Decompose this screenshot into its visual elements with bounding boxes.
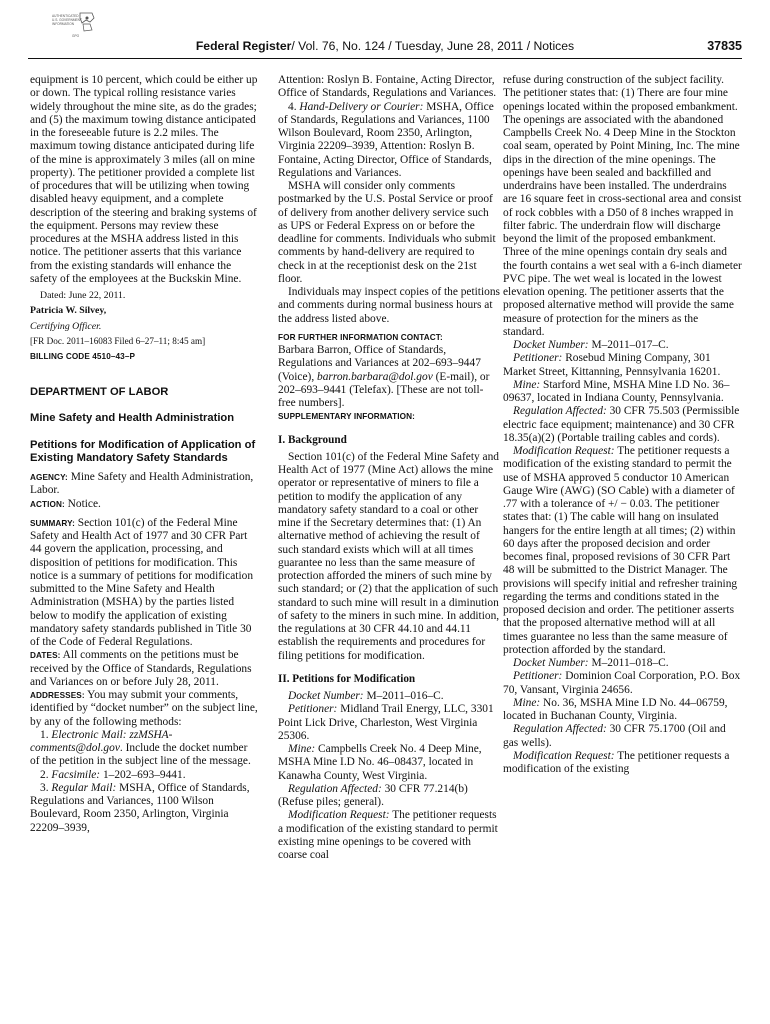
field-label: Regulation Affected: <box>513 723 607 736</box>
summary-label: SUMMARY: <box>30 518 75 528</box>
field-label: Docket Number: <box>288 690 364 702</box>
supplementary-label: SUPPLEMENTARY INFORMATION: <box>278 412 415 422</box>
docket-number <box>503 339 742 352</box>
column-1 <box>30 74 258 835</box>
petitioner <box>503 670 742 697</box>
action-label: ACTION: <box>30 499 65 509</box>
mine <box>503 379 742 406</box>
modification-request <box>278 809 500 862</box>
method-text: MSHA, Office of Standards, Regulations and Variances, 1100 Wilson Boulevard, Room 2350, Arlington, Virginia 22209–3939, Attention: Roslyn B. Fontaine, Acting Director, Office of Standards, Regulations and Variances. <box>278 100 494 179</box>
method-name: Facsimile: <box>51 768 101 781</box>
field-label: Mine: <box>288 743 316 755</box>
method-text: 1–202–693–9441. <box>100 768 186 781</box>
addresses-field <box>30 689 258 729</box>
method-number: 1. <box>40 728 52 741</box>
header-citation <box>28 39 742 53</box>
agency-field <box>30 471 258 498</box>
field-value: 30 CFR 77.214(b) (Refuse piles; general). <box>278 782 468 808</box>
field-label: Petitioner: <box>513 352 563 365</box>
section-heading: I. Background <box>278 433 347 446</box>
field-value: Campbells Creek No. 4 Deep Mine, MSHA Mine I.D No. 46–08437, located in Kanawha County, West Virginia. <box>278 743 482 782</box>
field-value: M–2011–017–C. <box>588 339 669 351</box>
field-value: Rosebud Mining Company, 301 Market Street, Kittanning, Pennsylvania 16201. <box>503 352 721 378</box>
method-text: . Include the docket number of the petition in the subject line of the message. <box>30 742 251 768</box>
addresses-label: ADDRESSES: <box>30 691 85 701</box>
paragraph: equipment is 10 percent, which could be either up or down. The typical rolling resistance varies widely throughout the mine site, as do the grades; and (5) the maximum towing distance anticipated in the foreseeable future is 2.2 miles. The maximum towing distance anticipated during life of the mine is approximately 3 miles (all on mine property). The petitioner provided a complete list of procedures that will be utilizing when towing disabled heavy equipment, and a complete description of the steering and braking systems of the equipment. Persons may review these procedures at the MSHA address listed in this notice. The petitioner asserts that this variance from the existing standards will enhance the safety of the employees at the Buckskin Mine. <box>30 74 258 285</box>
page-header <box>28 39 742 59</box>
field-value: 30 CFR 75.1700 (Oil and gas wells). <box>503 723 726 749</box>
mine <box>503 697 742 724</box>
agency-text: Mine Safety and Health Administration, Labor. <box>30 471 254 497</box>
method-name: Regular Mail: <box>51 781 117 794</box>
petitioner <box>278 703 500 743</box>
summary-field <box>30 517 258 650</box>
field-value: The petitioner requests a modification of the existing <box>503 749 730 775</box>
field-label: Regulation Affected: <box>513 405 607 418</box>
contact-text <box>278 344 500 410</box>
modification-request <box>503 750 742 777</box>
method-1 <box>30 729 258 769</box>
dated-line: Dated: June 22, 2011. <box>40 290 126 301</box>
seal-line-3: INFORMATION <box>52 22 75 26</box>
billing-code: BILLING CODE 4510–43–P <box>30 351 136 361</box>
fr-doc-line: [FR Doc. 2011–16083 Filed 6–27–11; 8:45 am] <box>30 335 206 346</box>
action-field <box>30 498 258 511</box>
field-value: 30 CFR 75.503 (Permissible electric face equipment; maintenance) and 30 CFR 18.35(a)(2) (Portable trailing cables and cords). <box>503 405 740 444</box>
field-value: The petitioner requests a modification of the existing standard to permit the use of MSHA approved 5 conductor 10 American Gauge Wire (AWG) (SO Cable) with a diameter of .77 with a tolerance of +/ − 0.03. The petitioner states that: (1) The cable will hang on insulated hangers for the entire length at all times; (2) within 60 days after the proposed decision and order becomes final, proposed revisions of 30 CFR Part 48 will be submitted to the District Manager. The provisions will specify initial and refresher training regarding the terms and conditions stated in the proposed decision and order. The petitioner asserts that the proposed alternative method will at all times guarantee no less than the same measure of protection afforded by the standard. <box>503 445 738 656</box>
contact-label: FOR FURTHER INFORMATION CONTACT: <box>278 332 443 342</box>
signer-title: Certifying Officer. <box>30 320 102 332</box>
field-value: Dominion Coal Corporation, P.O. Box 70, Vansant, Virginia 24656. <box>503 670 741 696</box>
column-3 <box>503 74 742 776</box>
signer-name: Patricia W. Silvey, <box>30 305 107 317</box>
field-value: M–2011–016–C. <box>363 690 444 702</box>
paragraph: MSHA will consider only comments postmarked by the U.S. Postal Service or proof of delivery from another delivery service such as UPS or Federal Express on or before the deadline for comments. Individuals who submit comments by hand-delivery are required to check in at the receptionist desk on the 21st floor. <box>278 180 496 285</box>
seal-line-4: GPO <box>72 34 80 38</box>
field-value: Midland Trail Energy, LLC, 3301 Point Lick Drive, Charleston, West Virginia 25306. <box>278 703 494 742</box>
method-text: MSHA, Office of Standards, Regulations and Variances, 1100 Wilson Boulevard, Room 2350, Arlington, Virginia 22209–3939, <box>30 781 250 834</box>
method-2 <box>30 769 258 782</box>
column-2 <box>278 74 500 862</box>
petitioner <box>503 352 742 379</box>
paragraph: Attention: Roslyn B. Fontaine, Acting Director, Office of Standards, Regulations and Variances. <box>278 74 497 100</box>
department-heading: DEPARTMENT OF LABOR <box>30 386 169 398</box>
field-label: Modification Request: <box>513 445 615 457</box>
field-value: M–2011–018–C. <box>588 657 669 669</box>
docket-number <box>278 690 500 703</box>
paragraph: Section 101(c) of the Federal Mine Safety and Health Act of 1977 (Mine Act) allows the mine operator or representative of miners to file a petition to modify the application of any mandatory safety standard to a coal or other mine if the Secretary determines that: (1) An alternative method of achieving the result of such standard exists which will at all times guarantee no less than the same measure of protection afforded the miners of such mine by such standard; or (2) that the application of such standard to such mine will result in a diminution of safety to the miners in such mine. In addition, the regulations at 30 CFR 44.10 and 44.11 establish the requirements and procedures for filing petitions for modification. <box>278 450 500 662</box>
method-name: Electronic Mail: zzMSHA-comments@dol.gov <box>30 728 173 755</box>
contact-email: barron.barbara@dol.gov <box>317 370 433 383</box>
action-text: Notice. <box>64 497 101 510</box>
mine <box>278 743 500 783</box>
addresses-text: You may submit your comments, identified by “docket number” on the subject line, by any of the following methods: <box>30 689 258 728</box>
paragraph: refuse during construction of the subject facility. The petitioner states that: (1) There are four mine openings located within the proposed embankment. The openings are associated with the abandoned Campbells Creek No. 4 Deep Mine in the Stockton coal seam, operated by Point Mining, Inc. The mine dips in the direction of the mine openings. The openings have been sealed and backfilled and underdrains have been installed. The underdrains are 16 square feet in cross-sectional area and consist of rock cobbles with a D50 of 8 inches wrapped in filter fabric. The underdrain flow will discharge beyond the limit of the proposed embankment. Three of the mine openings contain dry seals and the fourth contains a wet seal with a 6-inch diameter PVC pipe. The wet weal is located in the lowest elevation opening. The petitioner asserts that the proposed alternative method will provide the same measure of protection for the miners as the standard. <box>503 74 742 338</box>
contact-text-1: Barbara Barron, Office of Standards, Regulations and Variances at 202–693–9447 (Voice), <box>278 344 481 383</box>
field-label: Modification Request: <box>288 809 390 822</box>
field-value: The petitioner requests a modification of the existing standard to permit existing mine openings to be covered with coarse coal <box>278 809 498 861</box>
method-number: 2. <box>40 768 52 781</box>
field-value: No. 36, MSHA Mine I.D No. 44–06759, located in Buchanan County, Virginia. <box>503 696 728 722</box>
notice-title: Petitions for Modification of Application of Existing Mandatory Safety Standards <box>30 438 256 464</box>
field-label: Docket Number: <box>513 657 589 669</box>
regulation-affected <box>503 405 742 445</box>
regulation-affected <box>503 723 742 750</box>
dates-label: DATES: <box>30 651 61 661</box>
journal-name: Federal Register <box>195 39 292 53</box>
agency-label: AGENCY: <box>30 473 68 483</box>
gpo-authenticated-seal-icon <box>50 10 98 40</box>
modification-request <box>503 445 742 657</box>
section-heading: II. Petitions for Modification <box>278 672 416 685</box>
issue-line: / Vol. 76, No. 124 / Tuesday, June 28, 2011 / Notices <box>291 39 575 53</box>
method-3 <box>30 782 258 835</box>
dates-text: All comments on the petitions must be received by the Office of Standards, Regulations and Variances on or before July 28, 2011. <box>30 649 252 688</box>
field-value: Starford Mine, MSHA Mine I.D No. 36–09637, located in Indiana County, Pennsylvania. <box>503 378 730 404</box>
paragraph: Individuals may inspect copies of the petitions and comments during normal business hours at the address listed above. <box>278 286 500 325</box>
field-label: Mine: <box>513 378 541 391</box>
page-number: 37835 <box>707 39 742 53</box>
seal-line-1: AUTHENTICATED <box>52 14 79 18</box>
method-4 <box>278 101 500 181</box>
field-label: Docket Number: <box>513 339 589 351</box>
docket-number <box>503 657 742 670</box>
method-number: 4. <box>288 100 300 113</box>
dates-field <box>30 649 258 689</box>
field-label: Regulation Affected: <box>288 782 382 795</box>
regulation-affected <box>278 783 500 810</box>
field-label: Modification Request: <box>513 749 615 762</box>
contact-text-2: (E-mail), or 202–693–9441 (Telefax). [These are not toll-free numbers]. <box>278 370 490 409</box>
seal-line-2: U.S. GOVERNMENT <box>52 18 82 22</box>
field-label: Petitioner: <box>513 670 563 683</box>
header-rule <box>28 58 742 59</box>
method-number: 3. <box>40 781 52 794</box>
summary-text: Section 101(c) of the Federal Mine Safety and Health Act of 1977 and 30 CFR Part 44 govern the application, processing, and disposition of petitions for modification. This notice is a summary of petitions for modification submitted to the Mine Safety and Health Administration (MSHA) by the parties listed below to modify the application of existing mandatory safety standards published in Title 30 of the Code of Federal Regulations. <box>30 516 254 649</box>
method-name: Hand-Delivery or Courier: <box>299 100 424 113</box>
field-label: Mine: <box>513 696 541 709</box>
agency-heading: Mine Safety and Health Administration <box>30 412 235 425</box>
field-label: Petitioner: <box>288 703 338 716</box>
